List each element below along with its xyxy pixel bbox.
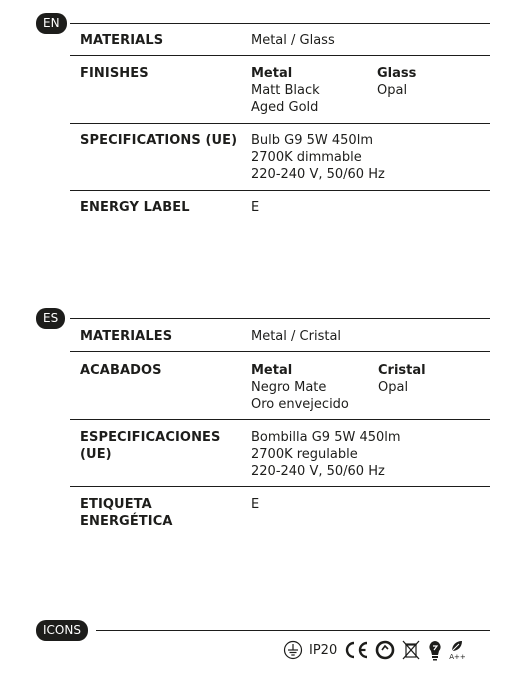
earth-ground-icon	[283, 639, 303, 661]
row-label: MATERIALS	[80, 33, 164, 48]
finish-column-metal	[251, 65, 320, 116]
language-tag-en: EN	[36, 13, 67, 34]
row-value	[251, 429, 401, 480]
finish-item: Aged Gold	[251, 100, 319, 115]
column-heading: Glass	[377, 66, 417, 81]
ip20-label: IP20	[309, 642, 338, 658]
recycle-icon	[375, 639, 395, 661]
ce-mark-icon	[343, 639, 369, 661]
finish-item: Matt Black	[251, 83, 320, 98]
divider	[70, 55, 490, 56]
spec-line: 2700K dimmable	[251, 150, 362, 165]
row-value: E	[251, 200, 260, 215]
finish-item: Opal	[378, 380, 409, 395]
finish-column-glass	[377, 65, 416, 99]
spec-line: 220-240 V, 50/60 Hz	[251, 167, 385, 182]
finish-column-metal	[251, 362, 349, 413]
spec-line: 2700K regulable	[251, 447, 358, 462]
row-label: ENERGY LABEL	[80, 200, 190, 215]
row-label	[80, 429, 245, 463]
divider	[70, 351, 490, 352]
column-heading: Metal	[251, 66, 293, 81]
dimmable-bulb-icon	[427, 639, 443, 661]
spec-line: Bulb G9 5W 450lm	[251, 133, 373, 148]
row-value	[251, 132, 385, 183]
language-tag-es: ES	[36, 308, 65, 329]
finish-item: Oro envejecido	[251, 397, 349, 412]
row-label: MATERIALES	[80, 329, 173, 344]
label-line: (UE)	[80, 447, 112, 462]
divider	[96, 630, 490, 631]
column-heading: Metal	[251, 363, 293, 378]
row-label: FINISHES	[80, 66, 149, 81]
divider	[70, 486, 490, 487]
divider	[70, 318, 490, 319]
finish-column-cristal	[378, 362, 426, 396]
divider	[70, 123, 490, 124]
weee-bin-icon	[401, 639, 421, 661]
label-line: ESPECIFICACIONES	[80, 430, 221, 445]
finish-item: Negro Mate	[251, 380, 327, 395]
row-label: ACABADOS	[80, 363, 162, 378]
row-value: Metal / Cristal	[251, 329, 342, 344]
divider	[70, 190, 490, 191]
spec-line: Bombilla G9 5W 450lm	[251, 430, 401, 445]
energy-class-icon	[449, 638, 466, 662]
energy-class-text: A++	[449, 653, 466, 661]
spec-line: 220-240 V, 50/60 Hz	[251, 464, 385, 479]
row-label	[80, 496, 245, 530]
label-line: ENERGÉTICA	[80, 514, 173, 529]
icons-tag: ICONS	[36, 620, 88, 641]
divider	[70, 419, 490, 420]
row-label: SPECIFICATIONS (UE)	[80, 133, 238, 148]
label-line: ETIQUETA	[80, 497, 152, 512]
column-heading: Cristal	[378, 363, 426, 378]
row-value: Metal / Glass	[251, 33, 335, 48]
finish-item: Opal	[377, 83, 408, 98]
certification-icons	[283, 638, 466, 662]
row-value: E	[251, 497, 260, 512]
divider	[70, 23, 490, 24]
